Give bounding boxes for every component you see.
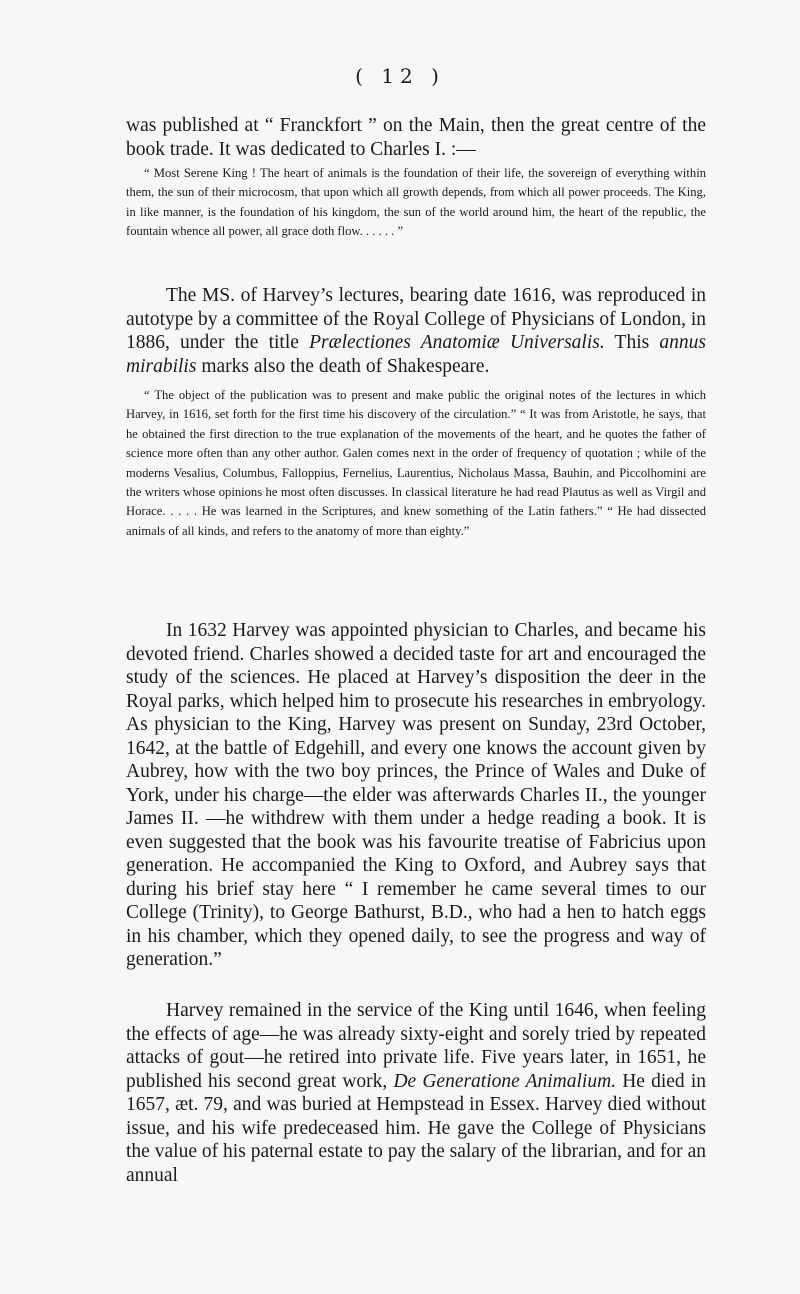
quote-dedication: “ Most Serene King ! The heart of animals is the foundation of their life, the sovereign of everything within them, the sun of their microcosm, that upon which all growth depends, from which all power proceeds. The King, in like manner, is the foundation of his kingdom, the sun of the world around him, the heart of the republic, the fountain whence all power, all grace doth flow. . . . . . ” — [126, 166, 706, 239]
paragraph-physician: In 1632 Harvey was appointed physician to Charles, and became his devoted friend. Charles showed a decided taste for art and encouraged the study of the sciences. He placed at Harvey’s disposition the deer in the Royal parks, which helped him to prosecute his researches in embryology. As physician to the King, Harvey was present on Sunday, 23rd October, 1642, at the battle of Edgehill, and every one knows the account given by Aubrey, how with the two boy princes, the Prince of Wales and Duke of York, under his charge—the elder was afterwards Charles II., the younger James II. —he withdrew with them under a hedge reading a book. It is even suggested that the book was his favourite treatise of Fabricius upon generation. He accompanied the King to Oxford, and Aubrey says that during his brief stay here “ I remember he came several times to our College (Trinity), to George Bathurst, B.D., who had a hen to hatch eggs in his chamber, which they opened daily, to see the progress and way of generation.” — [126, 620, 706, 970]
title-praelectiones: Prælectiones Anatomiæ Universalis. — [309, 332, 605, 353]
page-number: ( 12 ) — [355, 64, 445, 88]
phrase-annus-mirabilis: annus mirabilis — [126, 332, 706, 377]
paragraph-lectures-text-a: The MS. of Harvey’s lectures, bearing date 1616, was reproduced in autotype by a committee of the Royal College of Physicians of London, in 1886, under the title — [126, 285, 707, 353]
paragraph-lectures — [126, 284, 706, 378]
paragraph-lectures-text-b: This — [604, 332, 660, 353]
paragraph-publication: was published at “ Franckfort ” on the Main, then the great centre of the book trade. It was dedicated to Charles I. :— — [126, 115, 706, 160]
paragraph-retirement-text-b: He died in 1657, æt. 79, and was buried at Hempstead in Essex. Harvey died without issue, and his wife predeceased him. He gave the College of Physicians the value of his paternal estate to pay the salary of the librarian, and for an annual — [126, 1070, 706, 1186]
quote-publication-object: “ The object of the publication was to present and make public the original notes of the lectures in which Harvey, in 1616, set forth for the first time his discovery of the circulation.” “ It was from Aristotle, he says, that he obtained the first direction to the true explanation of the movements of the heart, and he quotes the father of science more often than any other author. Galen comes next in the order of frequency of quotation ; while of the moderns Vesalius, Columbus, Falloppius, Fernelius, Laurentius, Nicholaus Massa, Bauhin, and Piccolhomini are the writers whose opinions he most often discusses. In classical literature he had read Plautus as well as Virgil and Horace. . . . . He was learned in the Scriptures, and knew something of the Latin fathers.” “ He had dissected animals of all kinds, and refers to the anatomy of more than eighty.” — [126, 388, 706, 538]
paragraph-retirement — [126, 999, 706, 1187]
title-de-generatione: De Generatione Animalium. — [393, 1070, 617, 1092]
paragraph-lectures-text-c: marks also the death of Shakespeare. — [196, 355, 490, 377]
paragraph-retirement-text-a: Harvey remained in the service of the King until 1646, when feeling the effects of age—he was already sixty-eight and sorely tried by repeated attacks of gout—he retired into private life. Five years later, in 1651, he published his second great work, — [126, 1000, 706, 1092]
